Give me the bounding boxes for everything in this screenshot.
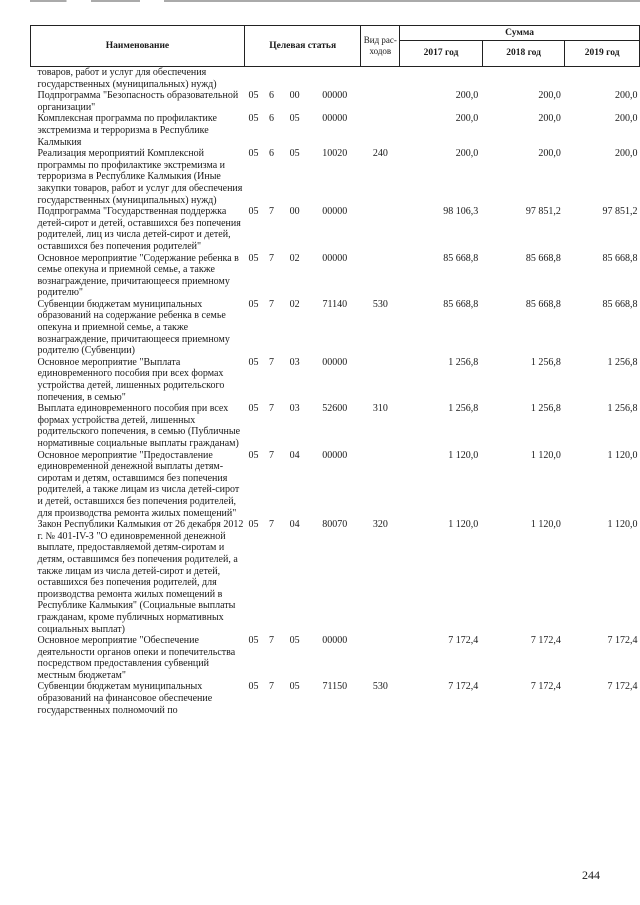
cell-s2: 200,0 xyxy=(538,90,561,102)
header-row-1 xyxy=(31,26,640,41)
header-name: Наименование xyxy=(31,26,245,67)
cell-c4: 00000 xyxy=(322,635,348,647)
page-number: 244 xyxy=(582,868,600,882)
cell-s2: 97 851,2 xyxy=(525,206,561,218)
cell-c3: 02 xyxy=(289,252,300,264)
cell-s3: 200,0 xyxy=(615,90,638,102)
cell-c2: 7 xyxy=(269,206,275,218)
table-row xyxy=(31,357,640,403)
table-row xyxy=(31,635,640,681)
cell-name: Основное мероприятие "Обеспечение деятельности органов опеки и попечительства посредством предоставления субвенций местным бюджетам" xyxy=(37,635,236,681)
cell-name: Субвенции бюджетам муниципальных образований на финансовое обеспечение государственных полномочий по xyxy=(37,681,213,716)
cell-s3: 1 120,0 xyxy=(607,519,638,531)
cell-c4: 00000 xyxy=(322,449,348,461)
cell-c1: 05 xyxy=(248,252,259,264)
cell-name: Субвенции бюджетам муниципальных образований на содержание ребенка в семье опекуна и приемной семье, а также вознаграждение, причитающееся приемному родителю (Субвенции) xyxy=(37,298,230,357)
cell-name: Комплексная программа по профилактике экстремизма и терроризма в Республике Калмыкия xyxy=(37,113,217,148)
header-sum: Сумма xyxy=(400,26,640,41)
cell-vid: 530 xyxy=(372,681,388,693)
cell-c2: 7 xyxy=(269,635,275,647)
cell-c4: 71140 xyxy=(322,298,348,310)
cell-c1: 05 xyxy=(248,113,259,125)
table-row xyxy=(31,90,640,113)
cell-name: Подпрограмма "Безопасность образовательной организации" xyxy=(37,90,239,113)
cell-c3: 04 xyxy=(289,449,300,461)
cell-c3: 00 xyxy=(289,90,300,102)
cell-c3: 02 xyxy=(289,298,300,310)
cell-vid xyxy=(361,635,400,681)
cell-vid xyxy=(361,67,400,91)
cell-s2: 1 120,0 xyxy=(530,519,561,531)
cell-s3: 7 172,4 xyxy=(607,681,638,693)
cell-c1: 05 xyxy=(248,635,259,647)
cell-s2: 200,0 xyxy=(538,113,561,125)
cell-c3: 00 xyxy=(289,206,300,218)
cell-c4: 00000 xyxy=(322,252,348,264)
cell-s1: 85 668,8 xyxy=(443,252,479,264)
cell-c1: 05 xyxy=(248,356,259,368)
cell-vid: 530 xyxy=(372,298,388,310)
cell-c1: 05 xyxy=(248,403,259,415)
header-vid: Вид рас-ходов xyxy=(361,26,400,67)
cell-name: Закон Республики Калмыкия от 26 декабря 2012 г. № 401-IV-З "О единовременной денежной выплате, предоставляемой детям-сиротам и детям, оставшимся без попечения родителей, а также лицам из числа детей-сирот и детей, оставшихся без попечения родителей, для производства ремонта жилых помещений в Республике Калмыкия" (Социальные выплаты гражданам, кроме публичных нормативных социальных выплат) xyxy=(37,519,244,635)
cell-s1: 1 256,8 xyxy=(448,403,479,415)
cell-c1: 05 xyxy=(248,449,259,461)
cell-c1: 05 xyxy=(248,298,259,310)
cell-s1: 85 668,8 xyxy=(443,298,479,310)
header-2018: 2018 год xyxy=(482,41,565,67)
cell-s2: 1 256,8 xyxy=(530,356,561,368)
cell-name: Реализация мероприятий Комплексной программы по профилактике экстремизма и терроризма в Республике Калмыкия (Иные закупки товаров, работ и услуг для обеспечения государственных (муниципальных) нужд) xyxy=(37,148,243,206)
table-row xyxy=(31,67,640,91)
cell-c1: 05 xyxy=(248,206,259,218)
cell-vid: 310 xyxy=(372,403,388,415)
cell-s3: 7 172,4 xyxy=(607,635,638,647)
cell-s3: 200,0 xyxy=(615,148,638,160)
header-2019: 2019 год xyxy=(565,41,640,67)
cell-c3: 05 xyxy=(289,113,300,125)
cell-c4: 00000 xyxy=(322,113,348,125)
cell-c2: 7 xyxy=(269,681,275,693)
cell-c3: 04 xyxy=(289,519,300,531)
cell-s1 xyxy=(400,67,483,91)
cell-s1: 200,0 xyxy=(455,113,479,125)
cell-c1: 05 xyxy=(248,90,259,102)
top-border xyxy=(30,0,640,2)
cell-s1: 200,0 xyxy=(455,90,479,102)
cell-vid xyxy=(361,90,400,113)
cell-c4: 71150 xyxy=(322,681,348,693)
cell-s2 xyxy=(482,67,565,91)
header-target: Целевая статья xyxy=(244,26,360,67)
cell-vid xyxy=(361,450,400,520)
cell-vid: 240 xyxy=(372,148,388,160)
cell-c2: 6 xyxy=(269,90,275,102)
cell-s3: 1 256,8 xyxy=(607,403,638,415)
table-body xyxy=(31,67,640,717)
cell-c1 xyxy=(244,67,262,91)
cell-s2: 85 668,8 xyxy=(525,298,561,310)
budget-table xyxy=(30,25,640,716)
cell-s3: 85 668,8 xyxy=(602,298,638,310)
cell-name: Подпрограмма "Государственная поддержка детей-сирот и детей, оставшихся без попечения родителей, лиц из числа детей-сирот и детей, оставшихся без попечения родителей" xyxy=(37,206,241,252)
cell-s2: 1 120,0 xyxy=(530,449,561,461)
cell-c3: 05 xyxy=(289,681,300,693)
cell-c1: 05 xyxy=(248,681,259,693)
cell-c2: 7 xyxy=(269,403,275,415)
table-row xyxy=(31,681,640,716)
cell-s2: 7 172,4 xyxy=(530,635,561,647)
cell-vid xyxy=(361,206,400,252)
cell-s1: 200,0 xyxy=(455,148,479,160)
cell-c2: 7 xyxy=(269,519,275,531)
cell-c4 xyxy=(309,67,361,91)
cell-c4: 52600 xyxy=(322,403,348,415)
cell-s1: 98 106,3 xyxy=(443,206,479,218)
cell-s3: 1 120,0 xyxy=(607,449,638,461)
cell-c4: 80070 xyxy=(322,519,348,531)
cell-c1: 05 xyxy=(248,519,259,531)
cell-c2: 7 xyxy=(269,356,275,368)
cell-c2: 6 xyxy=(269,113,275,125)
cell-s3: 200,0 xyxy=(615,113,638,125)
table-row xyxy=(31,450,640,520)
cell-c4: 00000 xyxy=(322,90,348,102)
table-row xyxy=(31,148,640,206)
cell-c1: 05 xyxy=(248,148,259,160)
cell-s2: 1 256,8 xyxy=(530,403,561,415)
cell-vid xyxy=(361,357,400,403)
cell-name: товаров, работ и услуг для обеспечения государственных (муниципальных) нужд) xyxy=(37,67,217,90)
table-row xyxy=(31,403,640,449)
cell-name: Основное мероприятие "Предоставление единовременной денежной выплаты детям-сиротам и детям, оставшимся без попечения родителей, а также лицам из числа детей-сирот и детей, оставшихся без попечения родителей, для производства ремонта жилых помещений" xyxy=(37,449,240,519)
cell-s3 xyxy=(565,67,640,91)
cell-c2 xyxy=(263,67,281,91)
cell-c4: 00000 xyxy=(322,206,348,218)
cell-c4: 10020 xyxy=(322,148,348,160)
cell-c3: 05 xyxy=(289,148,300,160)
cell-s1: 1 120,0 xyxy=(448,519,479,531)
table-row xyxy=(31,206,640,252)
cell-vid xyxy=(361,113,400,148)
cell-c2: 7 xyxy=(269,252,275,264)
cell-c3: 05 xyxy=(289,635,300,647)
cell-s3: 1 256,8 xyxy=(607,356,638,368)
table-row xyxy=(31,299,640,357)
cell-s2: 200,0 xyxy=(538,148,561,160)
cell-s2: 85 668,8 xyxy=(525,252,561,264)
cell-c4: 00000 xyxy=(322,356,348,368)
cell-s1: 1 120,0 xyxy=(448,449,479,461)
table-row xyxy=(31,253,640,299)
cell-c3: 03 xyxy=(289,356,300,368)
cell-name: Основное мероприятие "Выплата единовременного пособия при всех формах устройства детей, лишенных родительского попечения, в семью" xyxy=(37,356,225,403)
cell-s2: 7 172,4 xyxy=(530,681,561,693)
table-row xyxy=(31,519,640,635)
cell-vid xyxy=(361,253,400,299)
table-row xyxy=(31,113,640,148)
cell-s1: 1 256,8 xyxy=(448,356,479,368)
cell-c2: 7 xyxy=(269,449,275,461)
cell-s1: 7 172,4 xyxy=(448,681,479,693)
cell-c2: 6 xyxy=(269,148,275,160)
cell-name: Основное мероприятие "Содержание ребенка в семье опекуна и приемной семье, а также вознаграждение, причитающееся приемному родителю" xyxy=(37,252,239,299)
cell-vid: 320 xyxy=(372,519,388,531)
header-2017: 2017 год xyxy=(400,41,483,67)
cell-c3: 03 xyxy=(289,403,300,415)
cell-c2: 7 xyxy=(269,298,275,310)
cell-name: Выплата единовременного пособия при всех формах устройства детей, лишенных родительского попечения, в семью (Публичные нормативные социальные выплаты гражданам) xyxy=(37,403,241,449)
cell-c3 xyxy=(281,67,309,91)
cell-s3: 85 668,8 xyxy=(602,252,638,264)
cell-s1: 7 172,4 xyxy=(448,635,479,647)
cell-s3: 97 851,2 xyxy=(602,206,638,218)
